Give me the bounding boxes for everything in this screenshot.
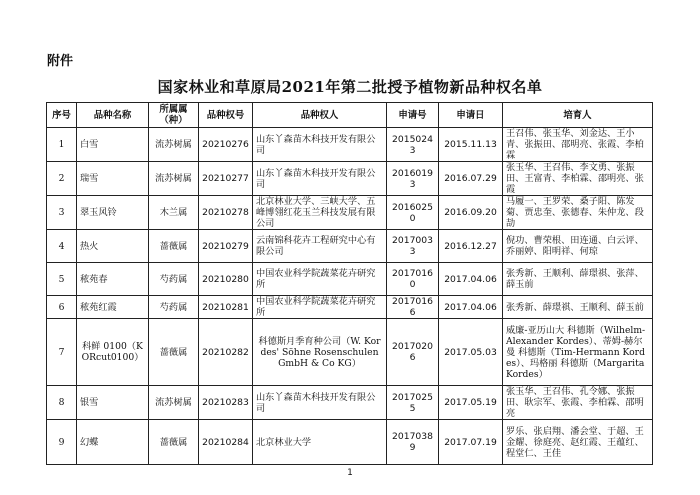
header-right-no: 品种权号 (199, 103, 253, 128)
cell-right-no: 20210283 (199, 386, 253, 420)
cell-owner: 中国农业科学院蔬菜花卉研究所 (253, 296, 387, 319)
cell-owner: 云南锦科花卉工程研究中心有限公司 (253, 230, 387, 263)
cell-no: 4 (47, 230, 77, 263)
table-row (47, 263, 653, 296)
variety-rights-table (46, 102, 653, 465)
cell-owner: 山东丫森苗木科技开发有限公司 (253, 128, 387, 162)
cell-genus: 芍药属 (149, 296, 199, 319)
header-genus: 所属属（种） (149, 103, 199, 128)
attachment-label: 附件 (47, 54, 74, 69)
cell-breeder: 威廉-亚历山大 科德斯（Wilhelm-Alexander Kordes）、蒂姆-赫尔曼 科德斯（Tim-Hermann Kordes）、玛格丽 科德斯（Margarita Kordes） (503, 319, 653, 386)
cell-owner: 山东丫森苗木科技开发有限公司 (253, 162, 387, 196)
cell-owner: 中国农业科学院蔬菜花卉研究所 (253, 263, 387, 296)
cell-right-no: 20210280 (199, 263, 253, 296)
cell-no: 8 (47, 386, 77, 420)
cell-app-date: 2016.07.29 (439, 162, 503, 196)
cell-right-no: 20210279 (199, 230, 253, 263)
cell-app-no: 20170255 (387, 386, 439, 420)
cell-variety: 热火 (77, 230, 149, 263)
cell-genus: 流苏树属 (149, 162, 199, 196)
cell-app-no: 20170389 (387, 420, 439, 465)
cell-variety: 幻蝶 (77, 420, 149, 465)
table-row (47, 196, 653, 230)
cell-right-no: 20210278 (199, 196, 253, 230)
document-title: 国家林业和草原局2021年第二批授予植物新品种权名单 (157, 78, 543, 96)
cell-breeder: 倪功、曹荣根、田连通、白云评、乔丽婷、阳明祥、何琼 (503, 230, 653, 263)
cell-genus: 蔷薇属 (149, 230, 199, 263)
table-row (47, 386, 653, 420)
cell-genus: 芍药属 (149, 263, 199, 296)
cell-app-no: 20170160 (387, 263, 439, 296)
header-no: 序号 (47, 103, 77, 128)
cell-variety: 银雪 (77, 386, 149, 420)
table-header-row (47, 103, 653, 128)
cell-variety: 翠玉风铃 (77, 196, 149, 230)
cell-no: 2 (47, 162, 77, 196)
header-variety: 品种名称 (77, 103, 149, 128)
header-app-date: 申请日 (439, 103, 503, 128)
cell-app-date: 2017.04.06 (439, 263, 503, 296)
cell-genus: 流苏树属 (149, 128, 199, 162)
cell-app-date: 2017.04.06 (439, 296, 503, 319)
cell-owner: 科德斯月季育种公司（W. Kordes' Söhne Rosenschulen GmbH & Co KG） (253, 319, 387, 386)
cell-breeder: 马履一、王罗荣、桑子阳、陈发菊、贾忠奎、张德春、朱仲龙、段劼 (503, 196, 653, 230)
cell-app-no: 20170206 (387, 319, 439, 386)
cell-breeder: 张秀新、薛璟祺、王顺利、薛玉前 (503, 296, 653, 319)
cell-genus: 木兰属 (149, 196, 199, 230)
cell-app-date: 2015.11.13 (439, 128, 503, 162)
cell-no: 7 (47, 319, 77, 386)
cell-app-date: 2017.07.19 (439, 420, 503, 465)
cell-variety: 科鲜 0100（KORcut0100） (77, 319, 149, 386)
cell-right-no: 20210277 (199, 162, 253, 196)
page-number: 1 (347, 468, 353, 478)
cell-app-no: 20170166 (387, 296, 439, 319)
header-owner: 品种权人 (253, 103, 387, 128)
cell-app-no: 20160193 (387, 162, 439, 196)
table-row (47, 420, 653, 465)
cell-genus: 蔷薇属 (149, 420, 199, 465)
cell-app-date: 2017.05.03 (439, 319, 503, 386)
cell-variety: 秾苑红霞 (77, 296, 149, 319)
cell-app-no: 20170033 (387, 230, 439, 263)
table-row (47, 319, 653, 386)
cell-right-no: 20210282 (199, 319, 253, 386)
cell-breeder: 张玉华、王召伟、李文勇、张振田、王富青、李柏霖、邵明亮、张霞 (503, 162, 653, 196)
cell-no: 9 (47, 420, 77, 465)
cell-app-date: 2016.12.27 (439, 230, 503, 263)
cell-app-no: 20150243 (387, 128, 439, 162)
cell-right-no: 20210284 (199, 420, 253, 465)
cell-owner: 北京林业大学、三峡大学、五峰博翎红花玉兰科技发展有限公司 (253, 196, 387, 230)
cell-genus: 蔷薇属 (149, 319, 199, 386)
header-breeder: 培育人 (503, 103, 653, 128)
cell-owner: 北京林业大学 (253, 420, 387, 465)
cell-app-no: 20160250 (387, 196, 439, 230)
cell-owner: 山东丫森苗木科技开发有限公司 (253, 386, 387, 420)
table-row (47, 230, 653, 263)
cell-breeder: 王召伟、张玉华、刘金达、王小青、张振田、邵明亮、张霞、李柏霖 (503, 128, 653, 162)
cell-genus: 流苏树属 (149, 386, 199, 420)
table-row (47, 162, 653, 196)
cell-no: 5 (47, 263, 77, 296)
cell-breeder: 罗乐、张启翔、潘会堂、于超、王金耀、徐庭亮、赵红霞、王蕴红、程堂仁、王佳 (503, 420, 653, 465)
cell-variety: 秾苑春 (77, 263, 149, 296)
cell-no: 1 (47, 128, 77, 162)
cell-variety: 瑞雪 (77, 162, 149, 196)
cell-variety: 白雪 (77, 128, 149, 162)
cell-breeder: 张秀新、王顺利、薛璟祺、张萍、薛玉前 (503, 263, 653, 296)
table-row (47, 128, 653, 162)
cell-no: 3 (47, 196, 77, 230)
header-app-no: 申请号 (387, 103, 439, 128)
cell-right-no: 20210281 (199, 296, 253, 319)
cell-no: 6 (47, 296, 77, 319)
cell-app-date: 2017.05.19 (439, 386, 503, 420)
cell-app-date: 2016.09.20 (439, 196, 503, 230)
table-row (47, 296, 653, 319)
cell-right-no: 20210276 (199, 128, 253, 162)
cell-breeder: 张玉华、王召伟、孔令娜、张振田、耿宗军、张霞、李柏霖、邵明亮 (503, 386, 653, 420)
